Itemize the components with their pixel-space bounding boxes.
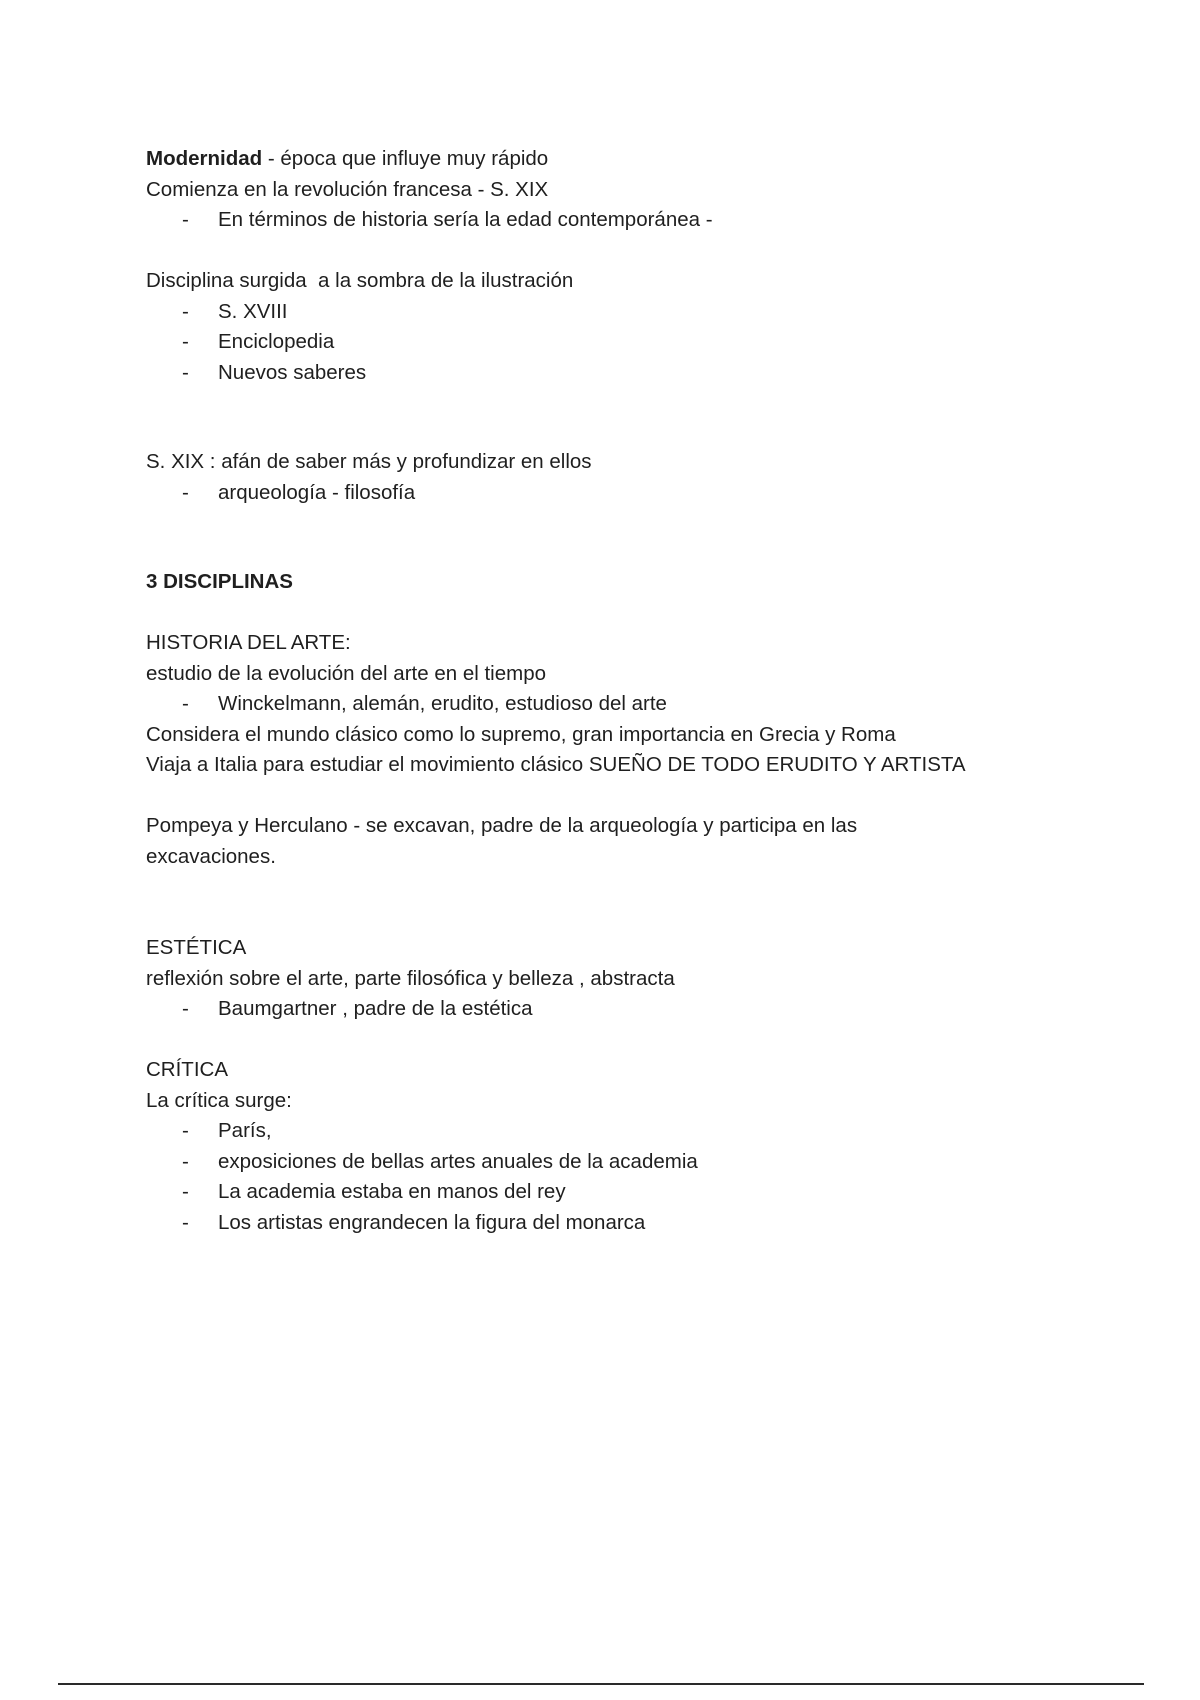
bullet-dash: - (182, 1210, 189, 1234)
list-item (146, 1208, 1106, 1239)
list-item-text: Winckelmann, alemán, erudito, estudioso del arte (218, 692, 667, 715)
critica-heading: CRÍTICA (146, 1058, 228, 1081)
list-item (146, 327, 1106, 358)
bullet-dash: - (182, 480, 189, 504)
disciplinas-heading: 3 DISCIPLINAS (146, 570, 293, 593)
historia-line: excavaciones. (146, 844, 276, 868)
list-item-text: S. XVIII (218, 299, 288, 323)
historia-line: Viaja a Italia para estudiar el movimiento clásico SUEÑO DE TODO ERUDITO Y ARTISTA (146, 753, 966, 776)
list-item-text: arqueología - filosofía (218, 480, 416, 504)
list-item (146, 205, 1106, 236)
list-item (146, 994, 1106, 1025)
list-item (146, 1116, 1106, 1147)
footer-divider (58, 1683, 1144, 1685)
list-item (146, 358, 1106, 389)
bullet-dash: - (182, 997, 189, 1020)
list-item-text: exposiciones de bellas artes anuales de la academia (218, 1149, 698, 1173)
estetica-heading: ESTÉTICA (146, 936, 247, 959)
list-item-text: París, (218, 1119, 272, 1142)
historia-heading: HISTORIA DEL ARTE: (146, 631, 351, 654)
list-item-text: Enciclopedia (218, 330, 335, 353)
bullet-dash: - (182, 1119, 189, 1142)
bullet-dash: - (182, 1180, 189, 1203)
bullet-dash: - (182, 299, 189, 323)
list-item-text: Baumgartner , padre de la estética (218, 997, 533, 1020)
discipline-line: Disciplina surgida a la sombra de la ilustración (146, 269, 574, 292)
historia-line: Considera el mundo clásico como lo supremo, gran importancia en Grecia y Roma (146, 722, 896, 746)
modernidad-line (146, 144, 1106, 175)
bullet-dash: - (182, 360, 189, 384)
estetica-definition: reflexión sobre el arte, parte filosófica y belleza , abstracta (146, 966, 675, 990)
list-item (146, 297, 1106, 328)
list-item-text: Los artistas engrandecen la figura del monarca (218, 1210, 646, 1234)
list-item-text: En términos de historia sería la edad contemporánea - (218, 208, 713, 231)
document-page (146, 144, 1106, 1238)
bullet-dash: - (182, 330, 189, 353)
modernidad-definition: - época que influye muy rápido (262, 147, 549, 170)
list-item (146, 478, 1106, 509)
s-xix-line: S. XIX : afán de saber más y profundizar en ellos (146, 450, 592, 473)
critica-intro: La crítica surge: (146, 1088, 292, 1112)
list-item-text: Nuevos saberes (218, 360, 367, 384)
historia-definition: estudio de la evolución del arte en el tiempo (146, 661, 547, 685)
list-item-text: La academia estaba en manos del rey (218, 1180, 566, 1203)
revolution-line: Comienza en la revolución francesa - S. XIX (146, 177, 549, 201)
bullet-dash: - (182, 1149, 189, 1173)
bullet-dash: - (182, 692, 189, 715)
list-item (146, 1147, 1106, 1178)
list-item (146, 1177, 1106, 1208)
bullet-dash: - (182, 208, 189, 231)
list-item (146, 689, 1106, 720)
historia-line: Pompeya y Herculano - se excavan, padre de la arqueología y participa en las (146, 814, 858, 837)
modernidad-term: Modernidad (146, 147, 263, 170)
